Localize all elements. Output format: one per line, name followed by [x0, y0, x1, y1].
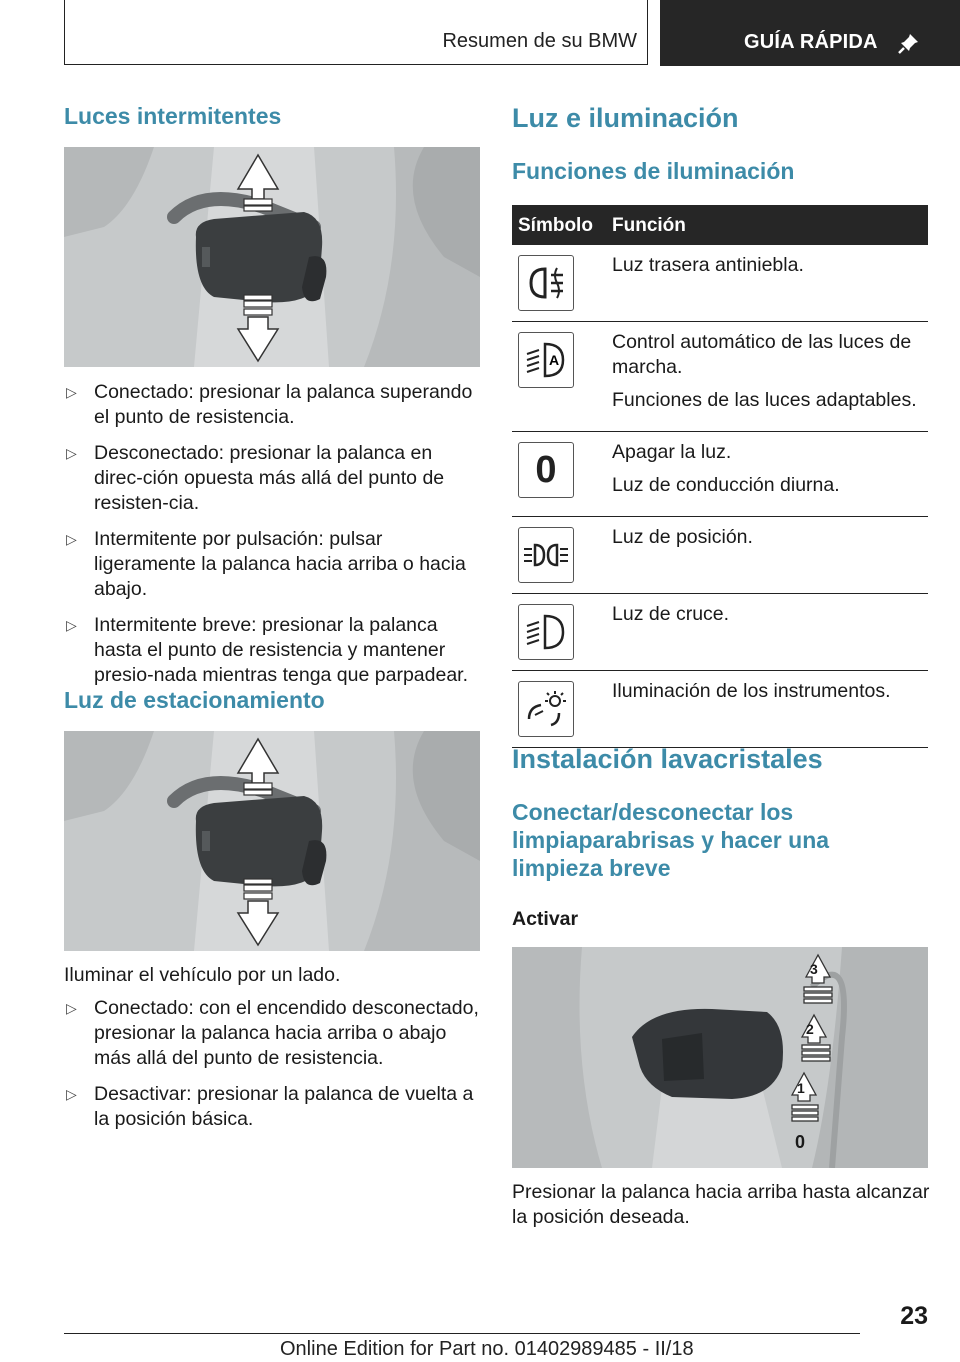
list-item: ▷ Intermitente por pulsación: pulsar ligeramente la palanca hacia arriba o hacia abajo.: [66, 528, 466, 600]
wiper-step-label: 0: [795, 1132, 806, 1152]
bullet-triangle-icon: ▷: [66, 445, 77, 461]
header-section-box: [64, 0, 648, 65]
list-item: ▷ Conectado: presionar la palanca superando el punto de resistencia.: [66, 381, 473, 428]
parking-light-lever-image: [64, 731, 480, 951]
wiper-step-label: 2: [806, 1021, 814, 1037]
bullet-triangle-icon: ▷: [66, 1086, 77, 1102]
list-item: ▷ Desconectado: presionar la palanca en direc-ción opuesta más allá del punto de resisten-cia.: [66, 442, 445, 514]
pin-icon: [896, 30, 922, 56]
table-row: Luz trasera antiniebla.: [512, 245, 928, 322]
wiper-caption: Presionar la palanca hacia arriba hasta alcanzar la posición deseada.: [512, 1181, 930, 1228]
wiper-lever-image: [512, 947, 928, 1168]
bullet-triangle-icon: ▷: [66, 384, 77, 400]
bullet-triangle-icon: ▷: [66, 1000, 77, 1016]
page-number: 23: [900, 1302, 928, 1330]
light-functions-subheading: Funciones de iluminación: [512, 158, 795, 184]
table-row: 0 Apagar la luz. Luz de conducción diurna.: [512, 432, 928, 517]
turn-signal-lever-image: [64, 147, 480, 367]
auto-headlight-icon: [518, 332, 574, 388]
footer-divider: [64, 1333, 860, 1334]
turn-signal-heading: Luces intermitentes: [64, 103, 282, 129]
table-row: Luz de cruce.: [512, 594, 928, 671]
list-item: ▷ Intermitente breve: presionar la palanca hasta el punto de resistencia y mantener presio-nada mientras tenga que parpadear.: [66, 614, 469, 686]
edition-note: Online Edition for Part no. 01402989485 - II/18: [280, 1338, 694, 1360]
list-item: ▷ Conectado: con el encendido desconectado, presionar la palanca hacia arriba o abajo más allá del punto de resistencia.: [66, 997, 479, 1069]
list-item: ▷ Desactivar: presionar la palanca de vuelta a la posición básica.: [66, 1083, 474, 1130]
rear-fog-light-icon: [518, 255, 574, 311]
parking-intro: Iluminar el vehículo por un lado.: [64, 964, 341, 986]
parking-light-icon: [518, 527, 574, 583]
lights-off-icon: 0: [518, 442, 574, 498]
wiper-step-label: 1: [797, 1080, 805, 1096]
table-row: A Control automático de las luces de marcha. Funciones de las luces adaptables.: [512, 322, 928, 432]
table-row: Luz de posición.: [512, 517, 928, 594]
turn-signal-list: [64, 380, 484, 699]
quick-guide-label: GUÍA RÁPIDA: [744, 31, 878, 53]
table-row: Iluminación de los instrumentos.: [512, 671, 928, 748]
low-beam-icon: [518, 604, 574, 660]
wiper-heading: Instalación lavacristales: [512, 744, 823, 774]
activate-label: Activar: [512, 908, 579, 930]
bullet-triangle-icon: ▷: [66, 617, 77, 633]
svg-text:A: A: [548, 352, 560, 368]
symbol-column-header: Símbolo: [512, 205, 606, 245]
light-functions-table: [512, 205, 928, 748]
wiper-step-label: 3: [810, 961, 818, 977]
parking-light-heading: Luz de estacionamiento: [64, 687, 325, 713]
section-title: Resumen de su BMW: [442, 30, 637, 52]
bullet-triangle-icon: ▷: [66, 531, 77, 547]
parking-light-list: [64, 996, 484, 1143]
wiper-subheading: Conectar/desconectar los limpiaparabrisas y hacer una limpieza breve: [512, 799, 830, 881]
light-heading: Luz e iluminación: [512, 103, 739, 133]
instrument-lighting-icon: [518, 681, 574, 737]
quick-guide-tab: [660, 0, 960, 66]
function-column-header: Función: [606, 205, 928, 245]
